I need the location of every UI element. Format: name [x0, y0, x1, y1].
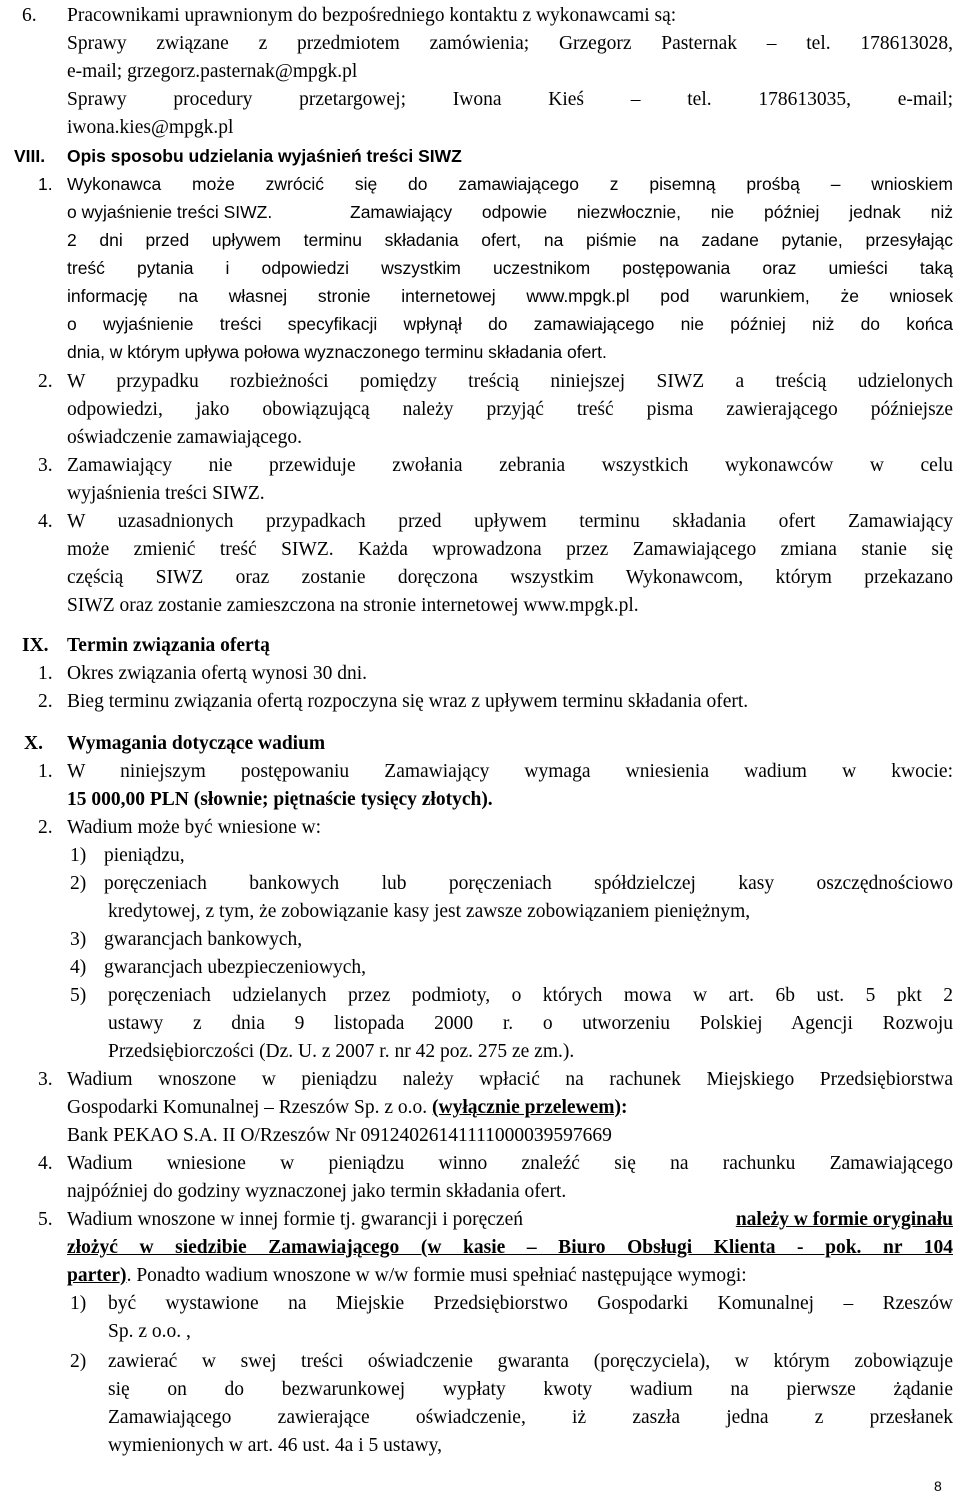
x-item-2-sub-number: 3) — [70, 929, 87, 950]
ix-item-1-number: 1. — [38, 663, 53, 684]
section-ix-title: Termin związania ofertą — [67, 635, 270, 656]
x-item-5-sub-line: zawierać w swej treści oświadczenie gwaranta (poręczyciela), w którym zobowiązuje — [108, 1351, 953, 1372]
x-item-2-sub-number: 1) — [70, 845, 87, 866]
viii-item-3-line: wyjaśnienia treści SIWZ. — [67, 483, 265, 504]
wadium-amount: 15 000,00 PLN (słownie; piętnaście tysięcy złotych). — [67, 789, 493, 810]
section-6-line: iwona.kies@mpgk.pl — [67, 117, 234, 138]
x-item-5-sub-line: Sp. z o.o. , — [108, 1321, 191, 1342]
section-x-title: Wymagania dotyczące wadium — [67, 733, 326, 754]
viii-item-2-line: W przypadku rozbieżności pomiędzy treścią niniejszej SIWZ a treścią udzielonych — [67, 371, 953, 392]
viii-item-3-line: Zamawiający nie przewiduje zwołania zebrania wszystkich wykonawców w celu — [67, 455, 953, 476]
x-item-3-number: 3. — [38, 1069, 53, 1090]
viii-item-1-line: 2 dni przed upływem terminu składania ofert, na piśmie na zadane pytanie, przesyłając — [67, 230, 953, 250]
x-item-5-sub-line: się on do bezwarunkowej wypłaty kwoty wadium na pierwsze żądanie — [108, 1379, 953, 1400]
x-item-4-number: 4. — [38, 1153, 53, 1174]
x-item-4-line: najpóźniej do godziny wyznaczonej jako termin składania ofert. — [67, 1181, 567, 1202]
x-item-2-sub-number: 4) — [70, 957, 87, 978]
original-form-note: należy w formie oryginału — [735, 1209, 953, 1230]
viii-item-4-line: SIWZ oraz zostanie zamieszczona na stronie internetowej www.mpgk.pl. — [67, 595, 639, 616]
section-6-line: e-mail; grzegorz.pasternak@mpgk.pl — [67, 61, 358, 82]
viii-item-4-line: może zmienić treść SIWZ. Każda wprowadzona przez Zamawiającego zmiana stanie się — [67, 539, 953, 560]
parter-note: parter) — [67, 1265, 127, 1286]
viii-item-4-line: częścią SIWZ oraz zostanie doręczona wszystkim Wykonawcom, którym przekazano — [67, 567, 953, 588]
x-item-2-sub-line: pieniądzu, — [104, 845, 185, 866]
viii-item-2-line: oświadczenie zamawiającego. — [67, 427, 302, 448]
x-item-3-line: Wadium wnoszone w pieniądzu należy wpłacić na rachunek Miejskiego Przedsiębiorstwa — [67, 1069, 953, 1090]
x-item-4-line: Wadium wniesione w pieniądzu winno znaleźć się na rachunku Zamawiającego — [67, 1153, 953, 1174]
x-item-5-sub-line: być wystawione na Miejskie Przedsiębiorstwo Gospodarki Komunalnej – Rzeszów — [108, 1293, 953, 1314]
section-6-line: Sprawy związane z przedmiotem zamówienia; Grzegorz Pasternak – tel. 178613028, — [67, 33, 953, 54]
x-item-2-sub-number: 2) — [70, 873, 87, 894]
x-item-2-sub-line: poręczeniach udzielanych przez podmioty, o których mowa w art. 6b ust. 5 pkt 2 — [108, 985, 953, 1006]
x-item-5-sub-line: wymienionych w art. 46 ust. 4a i 5 ustawy, — [108, 1435, 442, 1456]
x-item-5-line-composite — [67, 1206, 953, 1234]
viii-item-1-number: 1. — [38, 174, 53, 194]
viii-item-2-number: 2. — [38, 371, 53, 392]
x-item-3-line-composite — [67, 1094, 628, 1122]
colon: : — [621, 1097, 628, 1118]
x-item-2-sub-line: Przedsiębiorczości (Dz. U. z 2007 r. nr 42 poz. 275 ze zm.). — [108, 1041, 575, 1062]
deposit-location-note: złożyć w siedzibie Zamawiającego (w kasie – Biuro Obsługi Klienta - pok. nr 104 — [67, 1237, 953, 1258]
x-item-5-sub-number: 2) — [70, 1351, 87, 1372]
x-item-2-sub-number: 5) — [70, 985, 87, 1006]
section-x-number: X. — [24, 733, 43, 754]
x-item-5-line: . Ponadto wadium wnoszone w w/w formie musi spełniać następujące wymogi: — [126, 1265, 747, 1286]
viii-item-1-line: Zamawiający odpowie niezwłocznie, nie później jednak niż — [350, 202, 953, 222]
x-item-5-sub-line: Zamawiającego zawierające oświadczenie, iż zaszła jedna z przesłanek — [108, 1407, 953, 1428]
viii-item-1-line: informację na własnej stronie internetowej www.mpgk.pl pod warunkiem, że wniosek — [67, 286, 953, 306]
viii-item-1-line: Wykonawca może zwrócić się do zamawiającego z pisemną prośbą – wnioskiem — [67, 174, 953, 194]
viii-item-1-line: o wyjaśnienie treści specyfikacji wpłynął do zamawiającego nie później niż do końca — [67, 314, 953, 334]
viii-item-4-line: W uzasadnionych przypadkach przed upływem terminu składania ofert Zamawiający — [67, 511, 953, 532]
ix-item-2-number: 2. — [38, 691, 53, 712]
x-item-2-sub-line: poręczeniach bankowych lub poręczeniach spółdzielczej kasy oszczędnościowo — [104, 873, 953, 894]
viii-item-3-number: 3. — [38, 455, 53, 476]
section-ix-number: IX. — [22, 635, 49, 656]
x-item-1-line: W niniejszym postępowaniu Zamawiający wymaga wniesienia wadium w kwocie: — [67, 761, 953, 782]
x-item-5-sub-number: 1) — [70, 1293, 87, 1314]
viii-item-1-line: treść pytania i odpowiedzi wszystkim uczestnikom postępowania oraz umieści taką — [67, 258, 953, 278]
x-item-2-sub-line: gwarancjach bankowych, — [104, 929, 303, 950]
section-6-line: Pracownikami uprawnionym do bezpośredniego kontaktu z wykonawcami są: — [67, 5, 677, 26]
viii-item-4-number: 4. — [38, 511, 53, 532]
page-number: 8 — [934, 1478, 942, 1494]
section-viii-title: Opis sposobu udzielania wyjaśnień treści SIWZ — [67, 146, 462, 166]
ix-item-2-text: Bieg terminu związania ofertą rozpoczyna się wraz z upływem terminu składania ofert. — [67, 691, 749, 712]
x-item-2-number: 2. — [38, 817, 53, 838]
viii-item-1-line: dnia, w którym upływa połowa wyznaczonego terminu składania ofert. — [67, 342, 607, 362]
x-item-2-sub-line: gwarancjach ubezpieczeniowych, — [104, 957, 367, 978]
x-item-3-line: Gospodarki Komunalnej – Rzeszów Sp. z o.o. — [67, 1097, 428, 1118]
x-item-1-number: 1. — [38, 761, 53, 782]
x-item-5-line: Wadium wnoszone w innej formie tj. gwarancji i poręczeń — [67, 1209, 523, 1230]
x-item-5-line-composite — [67, 1262, 747, 1290]
viii-item-1-line: o wyjaśnienie treści SIWZ. — [67, 202, 273, 222]
ix-item-1-text: Okres związania ofertą wynosi 30 dni. — [67, 663, 367, 684]
section-6-line: Sprawy procedury przetargowej; Iwona Kieś – tel. 178613035, e-mail; — [67, 89, 953, 110]
transfer-only-note: (wyłącznie przelewem) — [432, 1097, 621, 1118]
x-item-2-sub-line: kredytowej, z tym, że zobowiązanie kasy jest zawsze zobowiązaniem pieniężnym, — [108, 901, 751, 922]
x-item-2-sub-line: ustawy z dnia 9 listopada 2000 r. o utworzeniu Polskiej Agencji Rozwoju — [108, 1013, 953, 1034]
x-item-5-number: 5. — [38, 1209, 53, 1230]
bank-account-line: Bank PEKAO S.A. II O/Rzeszów Nr 09124026141111000039597669 — [67, 1125, 612, 1146]
viii-item-2-line: odpowiedzi, jako obowiązującą należy przyjąć treść pisma zawierającego późniejsze — [67, 399, 953, 420]
section-viii-number: VIII. — [14, 146, 46, 166]
x-item-2-intro: Wadium może być wniesione w: — [67, 817, 322, 838]
section-6-number: 6. — [22, 5, 37, 26]
